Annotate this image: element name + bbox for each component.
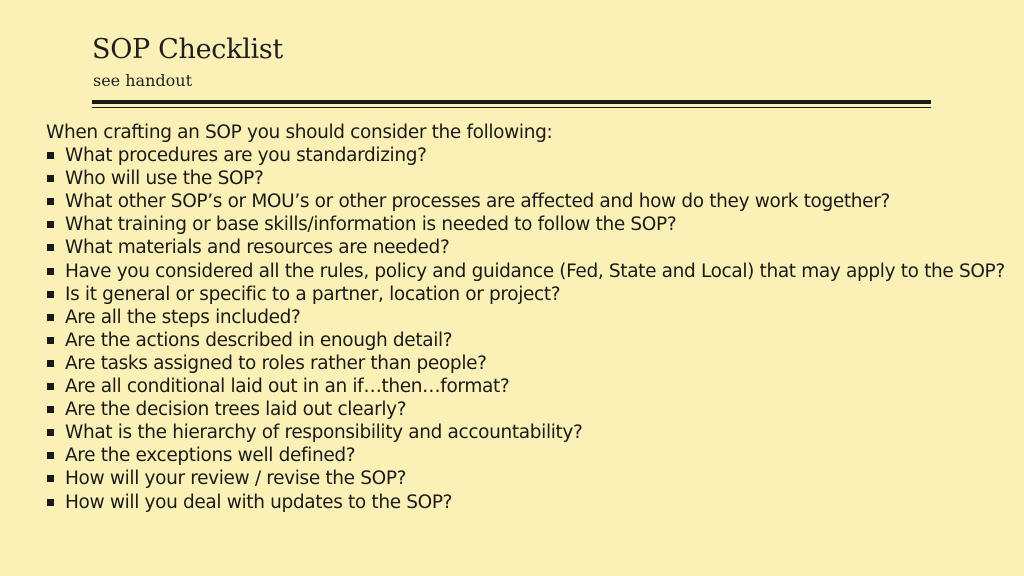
- list-item: [46, 444, 1006, 467]
- title-divider-thick: [92, 100, 931, 104]
- square-bullet-icon: [47, 429, 54, 436]
- list-item: [46, 306, 1006, 329]
- square-bullet-icon: [47, 244, 54, 251]
- list-item: [46, 144, 1006, 167]
- list-item-text: How will you deal with updates to the SOP?: [65, 491, 453, 513]
- list-item: [46, 167, 1006, 190]
- checklist: [46, 144, 1006, 514]
- square-bullet-icon: [47, 383, 54, 390]
- slide-subtitle: see handout: [93, 71, 192, 90]
- square-bullet-icon: [47, 291, 54, 298]
- list-item: [46, 352, 1006, 375]
- list-item: [46, 236, 1006, 259]
- list-item-text: Have you considered all the rules, policy and guidance (Fed, State and Local) that may apply to the SOP?: [65, 260, 1005, 282]
- square-bullet-icon: [47, 337, 54, 344]
- list-item: [46, 421, 1006, 444]
- list-item-text: Who will use the SOP?: [65, 168, 264, 190]
- square-bullet-icon: [47, 475, 54, 482]
- list-item-text: What is the hierarchy of responsibility and accountability?: [65, 422, 583, 444]
- list-item: [46, 467, 1006, 490]
- list-item-text: Are the exceptions well defined?: [65, 445, 356, 467]
- list-item-text: How will your review / revise the SOP?: [65, 468, 407, 490]
- square-bullet-icon: [47, 314, 54, 321]
- list-item-text: What materials and resources are needed?: [65, 237, 450, 259]
- list-item-text: What procedures are you standardizing?: [65, 145, 427, 167]
- square-bullet-icon: [47, 452, 54, 459]
- list-item-text: Is it general or specific to a partner, location or project?: [65, 283, 561, 305]
- square-bullet-icon: [47, 198, 54, 205]
- title-divider-thin: [92, 107, 931, 108]
- list-item: [46, 375, 1006, 398]
- list-item-text: Are the decision trees laid out clearly?: [65, 399, 407, 421]
- slide-title: SOP Checklist: [92, 34, 283, 65]
- list-item-text: Are the actions described in enough detail?: [65, 329, 453, 351]
- list-item: [46, 491, 1006, 514]
- square-bullet-icon: [47, 268, 54, 275]
- slide-body: [46, 121, 1006, 514]
- list-item-text: Are tasks assigned to roles rather than people?: [65, 352, 487, 374]
- square-bullet-icon: [47, 406, 54, 413]
- list-item-text: Are all conditional laid out in an if…then…format?: [65, 376, 510, 398]
- square-bullet-icon: [47, 221, 54, 228]
- list-item-text: What other SOP’s or MOU’s or other processes are affected and how do they work together?: [65, 191, 890, 213]
- list-item: [46, 260, 1006, 283]
- square-bullet-icon: [47, 360, 54, 367]
- list-item-text: Are all the steps included?: [65, 306, 301, 328]
- square-bullet-icon: [47, 175, 54, 182]
- list-item: [46, 329, 1006, 352]
- list-item-text: What training or base skills/information is needed to follow the SOP?: [65, 214, 677, 236]
- square-bullet-icon: [47, 152, 54, 159]
- list-item: [46, 398, 1006, 421]
- list-item: [46, 283, 1006, 306]
- list-item: [46, 190, 1006, 213]
- intro-text: When crafting an SOP you should consider the following:: [46, 122, 553, 143]
- square-bullet-icon: [47, 499, 54, 506]
- list-item: [46, 213, 1006, 236]
